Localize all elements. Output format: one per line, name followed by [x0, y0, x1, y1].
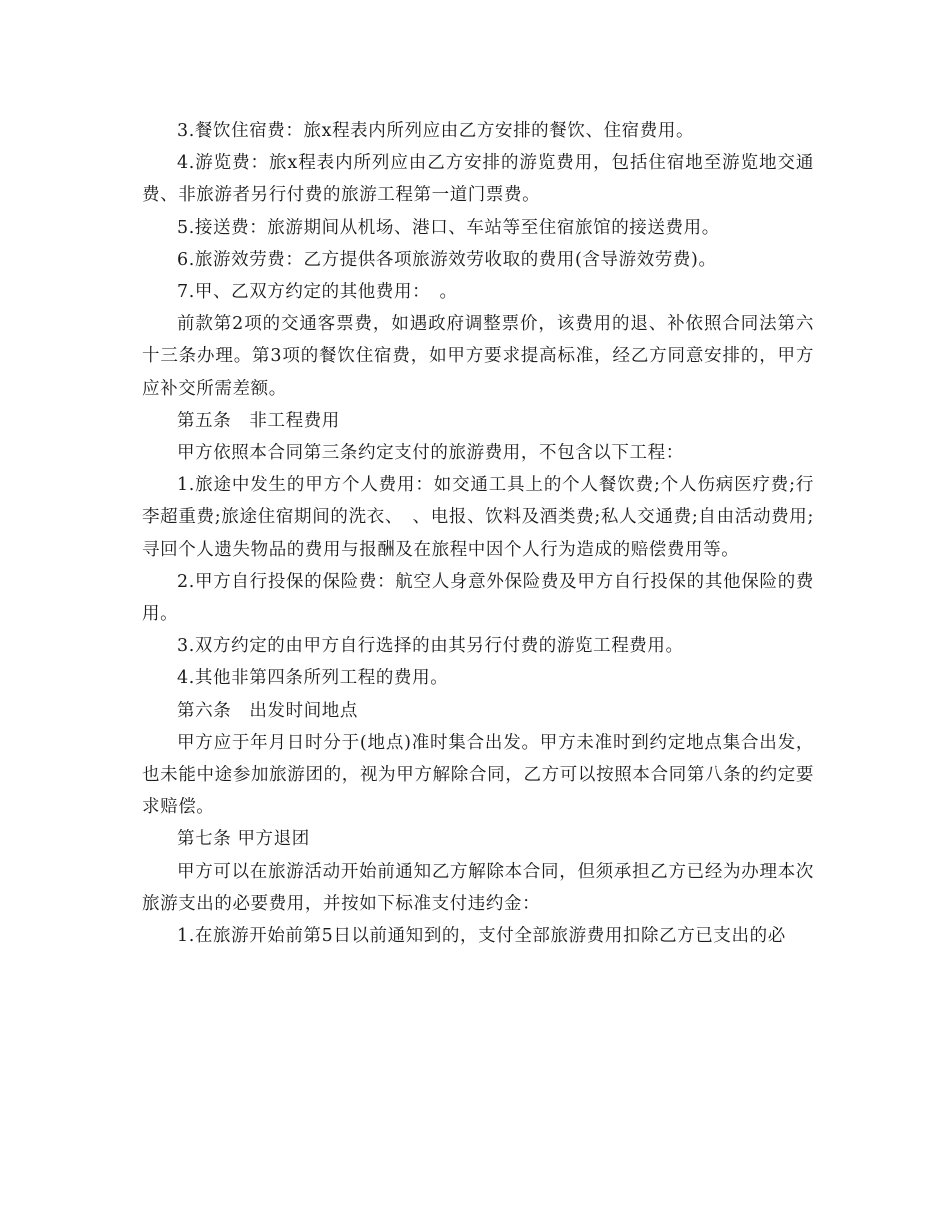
section-heading-article-6: 第六条 出发时间地点 [177, 700, 358, 721]
paragraph-item-7: 7.甲、乙双方约定的其他费用： 。 [177, 282, 458, 303]
paragraph-item-3: 3.餐饮住宿费：旅x程表内所列应由乙方安排的餐饮、住宿费用。 [177, 121, 695, 141]
paragraph-item-6: 6.旅游效劳费：乙方提供各项旅游效劳收取的费用(含导游效劳费)。 [177, 249, 717, 270]
paragraph-item-4: 4.游览费：旅x程表内所列应由乙方安排的游览费用，包括住宿地至游览地交通费、非旅游者另行付费的旅游工程第一道门票费。 [142, 153, 814, 206]
paragraph-item-5: 5.接送费：旅游期间从机场、港口、车站等至住宿旅馆的接送费用。 [177, 217, 720, 238]
paragraph-article-5-item-4: 4.其他非第四条所列工程的费用。 [177, 668, 449, 689]
section-heading-article-7: 第七条 甲方退团 [177, 829, 310, 850]
section-heading-article-5: 第五条 非工程费用 [177, 410, 340, 431]
paragraph-fare-adjustment: 前款第2项的交通客票费，如遇政府调整票价，该费用的退、补依照合同法第六十三条办理。第3项的餐饮住宿费，如甲方要求提高标准，经乙方同意安排的，甲方应补交所需差额。 [142, 314, 814, 399]
paragraph-article-7-item-1: 1.在旅游开始前第5日以前通知到的，支付全部旅游费用扣除乙方已支出的必 [177, 926, 786, 947]
paragraph-article-6-body: 甲方应于年月日时分于(地点)准时集合出发。甲方未准时到约定地点集合出发，也未能中途参加旅游团的，视为甲方解除合同，乙方可以按照本合同第八条的约定要求赔偿。 [142, 732, 814, 818]
paragraph-article-5-intro: 甲方依照本合同第三条约定支付的旅游费用，不包含以下工程： [177, 443, 684, 464]
paragraph-article-5-item-3: 3.双方约定的由甲方自行选择的由其另行付费的游览工程费用。 [177, 636, 684, 657]
document-page [142, 115, 814, 952]
paragraph-article-5-item-1: 1.旅途中发生的甲方个人费用：如交通工具上的个人餐饮费;个人伤病医疗费;行李超重费;旅途住宿期间的洗衣、 、电报、饮料及酒类费;私人交通费;自由活动费用;寻回个人遗失物品的费用与报酬及在旅程中因个人行为造成的赔偿费用等。 [142, 475, 814, 560]
paragraph-article-5-item-2: 2.甲方自行投保的保险费：航空人身意外保险费及甲方自行投保的其他保险的费用。 [142, 571, 814, 625]
paragraph-article-7-intro: 甲方可以在旅游活动开始前通知乙方解除本合同，但须承担乙方已经为办理本次旅游支出的必要费用，并按如下标准支付违约金： [142, 861, 814, 914]
